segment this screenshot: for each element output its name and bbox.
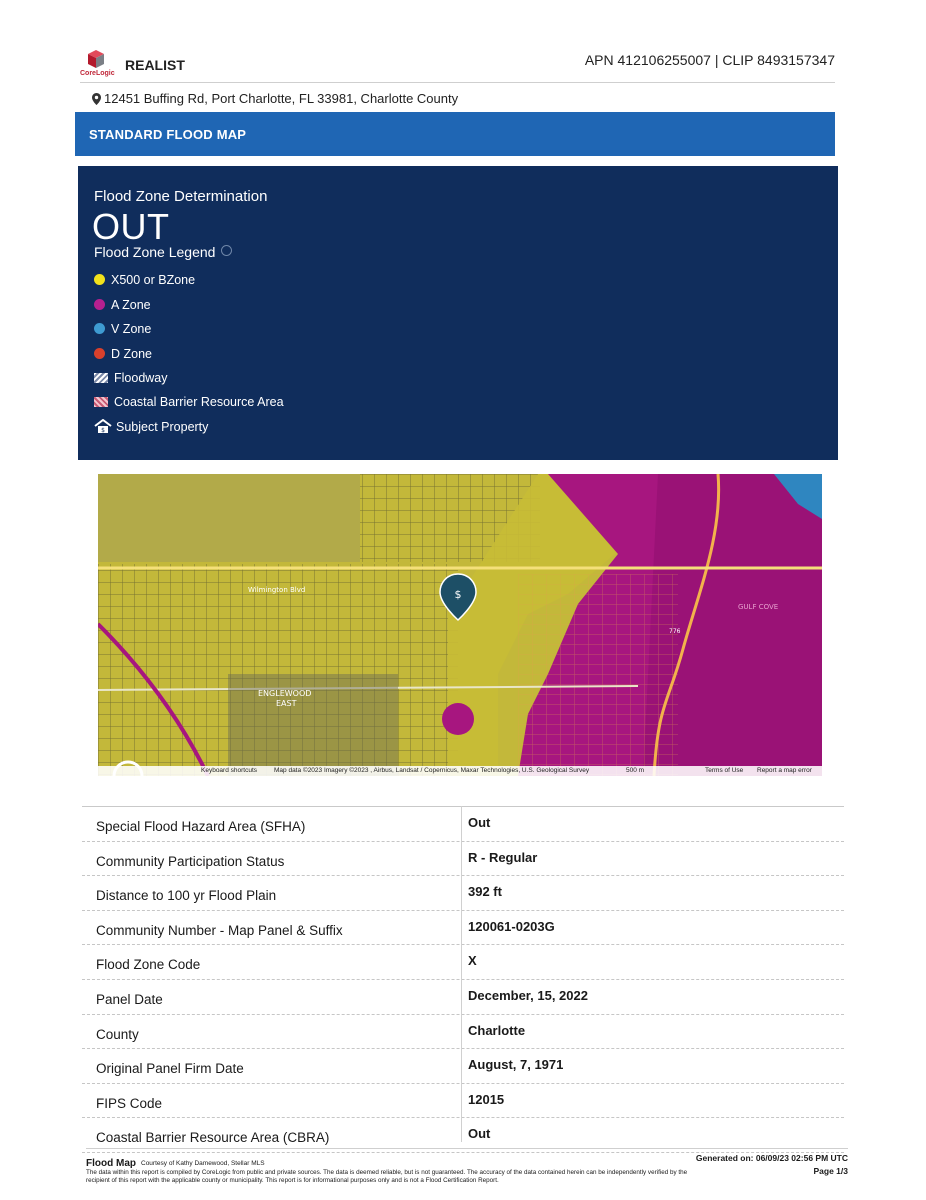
legend-label: X500 or BZone bbox=[111, 273, 196, 287]
row-label: Coastal Barrier Resource Area (CBRA) bbox=[96, 1130, 330, 1146]
red-dot-icon bbox=[94, 348, 105, 359]
location-pin-icon bbox=[92, 93, 101, 105]
section-banner bbox=[75, 112, 835, 156]
row-value: Charlotte bbox=[468, 1022, 526, 1038]
report-map-error-link[interactable]: Report a map error bbox=[757, 767, 812, 774]
table-row bbox=[82, 945, 844, 980]
marker-symbol: $ bbox=[454, 588, 462, 601]
parcel-identifiers: APN 412106255007 | CLIP 8493157347 bbox=[584, 52, 835, 68]
determination-value: OUT bbox=[92, 206, 170, 247]
row-value: R - Regular bbox=[468, 849, 538, 865]
brand-name: REALIST bbox=[125, 57, 185, 73]
footer-courtesy: Courtesy of Kathy Damewood, Stellar MLS bbox=[141, 1160, 265, 1167]
scale-label: 500 m bbox=[626, 767, 645, 774]
legend-item-d-zone bbox=[94, 347, 152, 361]
row-value: August, 7, 1971 bbox=[468, 1057, 564, 1073]
row-label: Distance to 100 yr Flood Plain bbox=[96, 888, 277, 904]
row-label: Community Number - Map Panel & Suffix bbox=[96, 922, 343, 938]
info-icon[interactable] bbox=[221, 245, 232, 256]
magenta-dot-icon bbox=[94, 299, 105, 310]
legend-title-text: Flood Zone Legend bbox=[94, 244, 216, 260]
row-value: 12015 bbox=[468, 1091, 505, 1107]
property-address bbox=[92, 91, 458, 106]
legend-label: Subject Property bbox=[116, 420, 209, 434]
row-value: Out bbox=[468, 1126, 491, 1142]
legend-title bbox=[94, 244, 232, 260]
row-label: Original Panel Firm Date bbox=[96, 1061, 244, 1077]
report-header bbox=[80, 48, 835, 83]
legend-item-x500 bbox=[94, 273, 195, 287]
row-label: FIPS Code bbox=[96, 1095, 163, 1111]
table-row bbox=[82, 1084, 844, 1119]
cube-logo-icon bbox=[88, 50, 104, 68]
legend-label: Floodway bbox=[114, 371, 168, 385]
row-label: Community Participation Status bbox=[96, 853, 285, 869]
table-row bbox=[82, 876, 844, 911]
row-value: X bbox=[468, 953, 477, 969]
legend-item-subject-property bbox=[94, 419, 208, 434]
blue-dot-icon bbox=[94, 323, 105, 334]
road-label: Wilmington Blvd bbox=[248, 586, 306, 594]
footer-disclaimer: The data within this report is compiled by CoreLogic from public and private sources. The data is deemed reliable, but is not guaranteed. The accuracy of the data contained herein can be independently verified by the recipient of this report with the applicable county or municipality. This report is for informational purposes only and is not a Flood Certification Report. bbox=[86, 1169, 688, 1184]
flood-details-table bbox=[82, 806, 844, 1153]
area-label: EAST bbox=[276, 699, 297, 708]
table-row bbox=[82, 842, 844, 877]
area-label: GULF COVE bbox=[738, 603, 779, 611]
logo-text: CoreLogic bbox=[80, 70, 115, 77]
svg-text:$: $ bbox=[101, 427, 105, 433]
banner-title: STANDARD FLOOD MAP bbox=[89, 127, 247, 142]
row-label: County bbox=[96, 1026, 139, 1042]
page-number: Page 1/3 bbox=[813, 1166, 848, 1176]
row-label: Special Flood Hazard Area (SFHA) bbox=[96, 819, 306, 834]
map-attribution-bar bbox=[98, 766, 822, 776]
row-value: December, 15, 2022 bbox=[468, 987, 588, 1003]
legend-label: V Zone bbox=[111, 322, 152, 336]
flood-map-imagery[interactable] bbox=[98, 474, 822, 776]
row-label: Panel Date bbox=[96, 991, 163, 1007]
legend-item-floodway bbox=[94, 371, 168, 385]
legend-label: Coastal Barrier Resource Area bbox=[114, 395, 284, 409]
legend-label: D Zone bbox=[111, 347, 152, 361]
yellow-dot-icon bbox=[94, 274, 105, 285]
row-value: 392 ft bbox=[468, 884, 502, 900]
cbra-hatch-icon bbox=[94, 397, 108, 407]
generated-timestamp: Generated on: 06/09/23 02:56 PM UTC bbox=[695, 1153, 848, 1163]
table-row bbox=[82, 980, 844, 1015]
table-row bbox=[82, 911, 844, 946]
legend-item-v-zone bbox=[94, 322, 151, 336]
row-value: Out bbox=[468, 815, 491, 830]
column-divider bbox=[461, 806, 462, 1142]
table-row bbox=[82, 1049, 844, 1084]
table-row bbox=[82, 1015, 844, 1050]
route-shield-label: 776 bbox=[669, 628, 681, 635]
house-icon bbox=[94, 419, 112, 433]
legend-item-cbra bbox=[94, 395, 284, 409]
flood-map[interactable] bbox=[98, 474, 822, 776]
terms-of-use-link[interactable]: Terms of Use bbox=[705, 767, 744, 774]
row-label: Flood Zone Code bbox=[96, 957, 201, 973]
report-footer bbox=[86, 1148, 848, 1189]
determination-label: Flood Zone Determination bbox=[94, 188, 268, 205]
map-data-credit: Map data ©2023 Imagery ©2023 , Airbus, Landsat / Copernicus, Maxar Technologies, U.S. Geological Survey bbox=[274, 767, 590, 774]
area-label: ENGLEWOOD bbox=[258, 689, 312, 698]
keyboard-shortcuts-link[interactable]: Keyboard shortcuts bbox=[201, 767, 258, 774]
table-row bbox=[82, 807, 844, 842]
legend-item-a-zone bbox=[94, 298, 151, 312]
address-text: 12451 Buffing Rd, Port Charlotte, FL 33981, Charlotte County bbox=[104, 91, 459, 106]
flood-zone-panel bbox=[78, 166, 838, 460]
hatch-icon bbox=[94, 373, 108, 383]
row-value: 120061-0203G bbox=[468, 918, 555, 934]
footer-title: Flood Map bbox=[86, 1158, 136, 1169]
corelogic-logo bbox=[80, 50, 114, 82]
legend-label: A Zone bbox=[111, 298, 151, 312]
